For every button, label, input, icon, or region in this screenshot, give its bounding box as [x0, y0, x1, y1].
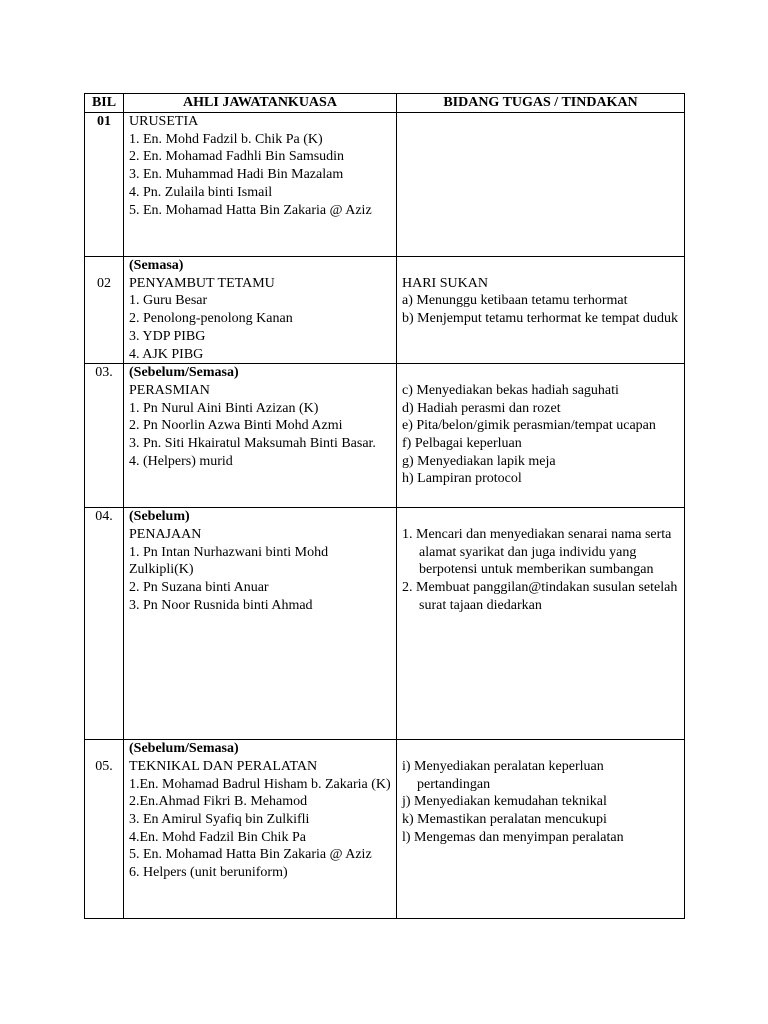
- member-item: 2. Pn Noorlin Azwa Binti Mohd Azmi: [129, 418, 343, 434]
- duty-item: e) Pita/belon/gimik perasmian/tempat ucapan: [402, 418, 656, 434]
- member-item: 3. En. Muhammad Hadi Bin Mazalam: [129, 167, 344, 183]
- row-number: 02: [85, 257, 124, 364]
- member-item: 2.En.Ahmad Fikri B. Mehamod: [129, 794, 308, 810]
- table-row: [85, 257, 685, 364]
- table-row: [85, 740, 685, 919]
- duties-cell: [397, 113, 685, 257]
- committee-title: PERASMIAN: [129, 382, 210, 398]
- duties-cell: [397, 508, 685, 740]
- member-item: 4. (Helpers) murid: [129, 453, 233, 469]
- duties-cell: [397, 257, 685, 364]
- committee-cell: [124, 364, 397, 508]
- member-item: 1.En. Mohamad Badrul Hisham b. Zakaria (K): [129, 776, 391, 792]
- duties-cell: [397, 740, 685, 919]
- duty-item: j) Menyediakan kemudahan teknikal: [402, 794, 607, 810]
- member-item: 5. En. Mohamad Hatta Bin Zakaria @ Aziz: [129, 202, 372, 218]
- row-number: 01: [85, 113, 124, 257]
- member-item: 1. Pn Intan Nurhazwani binti Mohd Zulkipli(K): [129, 544, 329, 578]
- duties-cell: [397, 364, 685, 508]
- member-item: 3. YDP PIBG: [129, 328, 206, 344]
- phase-label: (Sebelum): [129, 509, 190, 525]
- header-committee-members: AHLI JAWATANKUASA: [124, 94, 397, 113]
- table-row: [85, 508, 685, 740]
- member-item: 2. Penolong-penolong Kanan: [129, 311, 293, 327]
- row-number: 04.: [85, 508, 124, 740]
- committee-cell: [124, 740, 397, 919]
- phase-label: (Sebelum/Semasa): [129, 365, 239, 381]
- duty-item: a) Menunggu ketibaan tetamu terhormat: [402, 293, 628, 309]
- committee-title: PENAJAAN: [129, 526, 202, 542]
- duty-item: g) Menyediakan lapik meja: [402, 453, 556, 469]
- member-item: 1. Guru Besar: [129, 293, 208, 309]
- member-item: 1. Pn Nurul Aini Binti Azizan (K): [129, 400, 319, 416]
- duty-heading: HARI SUKAN: [402, 275, 488, 291]
- member-item: 4.En. Mohd Fadzil Bin Chik Pa: [129, 829, 306, 845]
- row-number: 03.: [85, 364, 124, 508]
- row-number: 05.: [85, 740, 124, 919]
- duty-item: k) Memastikan peralatan mencukupi: [402, 812, 607, 828]
- duty-item: l) Mengemas dan menyimpan peralatan: [402, 829, 624, 845]
- duty-item: f) Pelbagai keperluan: [402, 436, 522, 452]
- member-item: 4. Pn. Zulaila binti Ismail: [129, 184, 273, 200]
- duty-item: c) Menyediakan bekas hadiah saguhati: [402, 382, 619, 398]
- duty-item: b) Menjemput tetamu terhormat ke tempat duduk: [402, 311, 679, 327]
- header-bil: BIL: [85, 94, 124, 113]
- member-item: 4. AJK PIBG: [129, 346, 204, 362]
- member-item: 3. Pn Noor Rusnida binti Ahmad: [129, 597, 313, 613]
- phase-label: (Sebelum/Semasa): [129, 741, 239, 757]
- committee-cell: [124, 113, 397, 257]
- committee-title: PENYAMBUT TETAMU: [129, 275, 275, 291]
- phase-label: (Semasa): [129, 258, 184, 273]
- committee-table: [84, 93, 685, 919]
- member-item: 6. Helpers (unit beruniform): [129, 865, 288, 881]
- header-duties: BIDANG TUGAS / TINDAKAN: [397, 94, 685, 113]
- duty-item: d) Hadiah perasmi dan rozet: [402, 400, 561, 416]
- committee-cell: [124, 508, 397, 740]
- table-row: [85, 364, 685, 508]
- table-header-row: [85, 94, 685, 113]
- member-item: 3. En Amirul Syafiq bin Zulkifli: [129, 812, 310, 828]
- committee-cell: [124, 257, 397, 364]
- member-item: 3. Pn. Siti Hkairatul Maksumah Binti Basar.: [129, 436, 376, 452]
- committee-title: TEKNIKAL DAN PERALATAN: [129, 758, 318, 774]
- member-item: 2. Pn Suzana binti Anuar: [129, 580, 269, 596]
- duty-item: 1. Mencari dan menyediakan senarai nama serta alamat syarikat dan juga individu yang berpotensi untuk memberikan sumbangan: [402, 526, 672, 578]
- member-item: 5. En. Mohamad Hatta Bin Zakaria @ Aziz: [129, 847, 372, 863]
- member-item: 2. En. Mohamad Fadhli Bin Samsudin: [129, 149, 345, 165]
- duty-item: 2. Membuat panggilan@tindakan susulan setelah surat tajaan diedarkan: [402, 580, 678, 613]
- duty-item: i) Menyediakan peralatan keperluan pertandingan: [402, 758, 604, 792]
- committee-title: URUSETIA: [129, 114, 199, 129]
- table-row: [85, 113, 685, 257]
- member-item: 1. En. Mohd Fadzil b. Chik Pa (K): [129, 131, 323, 147]
- duty-item: h) Lampiran protocol: [402, 471, 522, 487]
